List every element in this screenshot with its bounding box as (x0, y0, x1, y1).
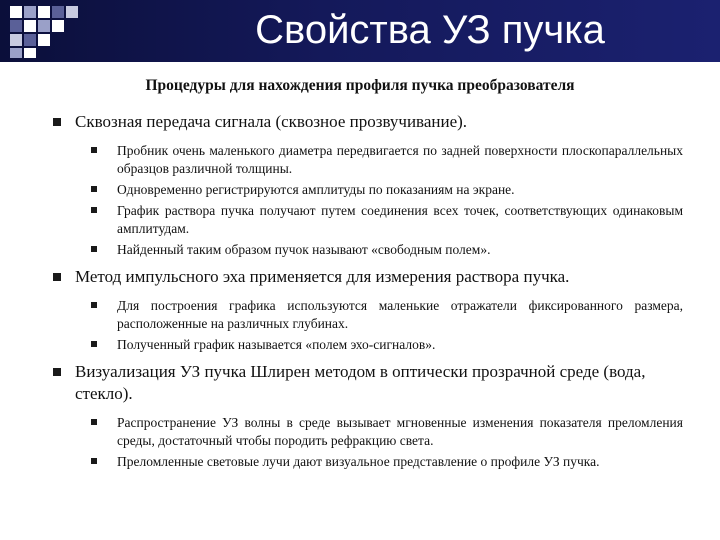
bullet-item (75, 266, 695, 288)
square-bullet-icon (91, 458, 97, 464)
sub-bullet-item (117, 241, 683, 259)
bullet-group (0, 111, 720, 259)
decor-square (38, 34, 50, 46)
sub-bullet-item (117, 453, 683, 471)
bullet-group (0, 361, 720, 471)
sub-bullet-item (117, 336, 683, 354)
square-bullet-icon (53, 368, 61, 376)
sub-bullet-item (117, 414, 683, 450)
sub-bullet-text: Полученный график называется «полем эхо-сигналов». (117, 337, 436, 352)
sub-bullet-text: Для построения графика используются маленькие отражатели фиксированного размера, расположенные на различных глубинах. (117, 298, 683, 331)
square-bullet-icon (91, 207, 97, 213)
bullet-item (75, 361, 695, 405)
bullet-item (75, 111, 695, 133)
square-bullet-icon (53, 273, 61, 281)
bullet-text: Сквозная передача сигнала (сквозное прозвучивание). (75, 112, 468, 131)
square-bullet-icon (53, 118, 61, 126)
decor-square (24, 20, 36, 32)
decor-square (24, 6, 36, 18)
sub-bullet-text: Преломленные световые лучи дают визуальное представление о профиле УЗ пучка. (117, 454, 600, 469)
sub-bullet-item (117, 202, 683, 238)
sub-bullet-item (117, 297, 683, 333)
square-bullet-icon (91, 246, 97, 252)
square-bullet-icon (91, 186, 97, 192)
slide-header (0, 0, 720, 62)
decor-square (66, 6, 78, 18)
square-bullet-icon (91, 302, 97, 308)
sub-bullet-text: Найденный таким образом пучок называют «свободным полем». (117, 242, 491, 257)
decor-square (10, 48, 22, 58)
decor-square (52, 6, 64, 18)
decor-square (10, 6, 22, 18)
decor-square (24, 48, 36, 58)
sub-bullet-text: График раствора пучка получают путем соединения всех точек, соответствующих одинаковым амплитудам. (117, 203, 683, 236)
bullet-text: Визуализация УЗ пучка Шлирен методом в оптически прозрачной среде (вода, стекло). (75, 362, 646, 403)
bullet-group (0, 266, 720, 354)
sub-bullet-item (117, 181, 683, 199)
square-bullet-icon (91, 341, 97, 347)
sub-bullet-item (117, 142, 683, 178)
decor-square (10, 20, 22, 32)
bullet-list (0, 111, 720, 478)
decor-square (24, 34, 36, 46)
square-bullet-icon (91, 419, 97, 425)
decor-square (38, 20, 50, 32)
slide-subtitle: Процедуры для нахождения профиля пучка преобразователя (145, 77, 575, 94)
sub-bullet-text: Распространение УЗ волны в среде вызывает мгновенные изменения показателя преломления среды, достаточный чтобы породить рефракцию света. (117, 415, 683, 448)
bullet-text: Метод импульсного эха применяется для измерения раствора пучка. (75, 267, 570, 286)
decor-square (10, 34, 22, 46)
decor-square (38, 6, 50, 18)
sub-bullet-text: Пробник очень маленького диаметра передвигается по задней поверхности плоскопараллельных образцов различной толщины. (117, 143, 683, 176)
slide-title: Свойства УЗ пучка (255, 8, 605, 52)
square-bullet-icon (91, 147, 97, 153)
sub-bullet-text: Одновременно регистрируются амплитуды по показаниям на экране. (117, 182, 515, 197)
decor-square (52, 20, 64, 32)
